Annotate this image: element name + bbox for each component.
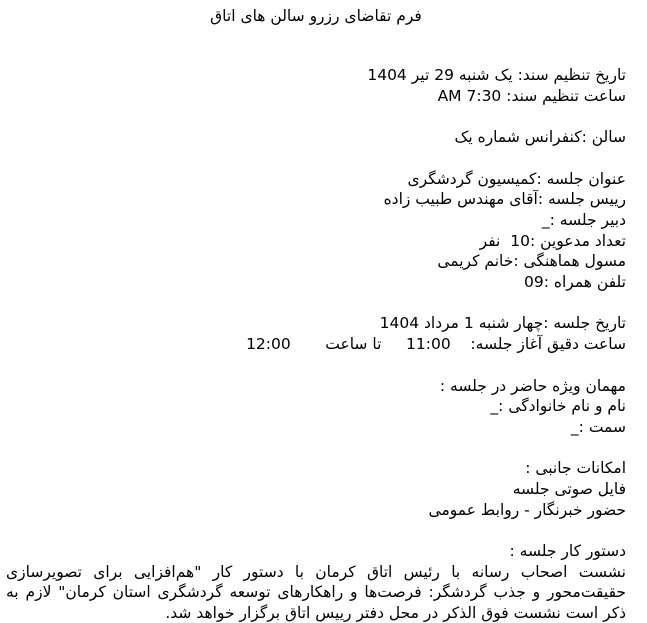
invitees-value: 10 — [510, 231, 530, 250]
meeting-end-time: 12:00 — [246, 334, 291, 353]
issue-time-value: AM 7:30 — [437, 86, 502, 105]
meeting-time-label: ساعت دقیق آغاز جلسه: — [470, 334, 626, 353]
invitees-unit: نفر — [479, 231, 501, 250]
agenda-heading: دستور کار جلسه : — [509, 542, 626, 561]
agenda-text: نشست اصحاب رسانه با رئیس اتاق کرمان با دستور کار "هم‌افزایی برای تصویرسازی حقیقت‌محور و جذب گردشگر: فرصت‌ها و راهکارهای توسعه گردشگری استان کرمان" لازم به ذکر است نشست فوق الذکر در محل دفتر رییس اتاق برگزار خواهد شد. — [6, 562, 626, 622]
guest-name-row — [6, 396, 626, 417]
meeting-time-to: تا ساعت — [325, 334, 382, 353]
meeting-time-row — [6, 334, 626, 355]
meeting-date-label: تاریخ جلسه : — [543, 314, 626, 333]
guest-role-label: سمت : — [578, 417, 626, 436]
hall-value: کنفرانس شماره یک — [454, 128, 582, 147]
invitees-label: تعداد مدعوین : — [529, 231, 626, 250]
guest-role-row — [6, 417, 626, 438]
meeting-title-value: کمیسیون گردشگری — [407, 169, 537, 188]
phone-row — [6, 272, 626, 293]
facility-item: حضور خبرنگار - روابط عمومی — [428, 500, 626, 519]
issue-date-row — [6, 65, 626, 86]
meeting-start-time: 11:00 — [406, 334, 451, 353]
facility-item: فایل صوتی جلسه — [512, 479, 626, 498]
coordinator-row — [6, 251, 626, 272]
page-title: فرم تقاضای رزرو سالن های اتاق — [210, 7, 422, 25]
facilities-heading: امکانات جانبی : — [525, 459, 626, 478]
secretary-row — [6, 210, 626, 231]
invitees-row — [6, 231, 626, 252]
meeting-date-value: چهار شنبه 1 مرداد 1404 — [379, 314, 544, 333]
secretary-value: _ — [541, 210, 550, 229]
guest-role-value: _ — [570, 417, 579, 436]
issue-date-label: تاریخ تنظیم سند: — [517, 66, 626, 84]
secretary-label: دبیر جلسه : — [549, 210, 626, 229]
coordinator-value: خانم کریمی — [437, 252, 514, 271]
coordinator-label: مسول هماهنگی : — [513, 252, 626, 271]
phone-label: تلفن همراه : — [543, 272, 626, 291]
issue-time-row — [6, 86, 626, 107]
meeting-title-label: عنوان جلسه : — [536, 169, 626, 188]
chair-row — [6, 189, 626, 210]
document — [6, 0, 626, 623]
chair-label: رییس جلسه : — [537, 190, 626, 209]
issue-time-label: ساعت تنظیم سند: — [506, 86, 626, 105]
issue-date-value: یک شنبه 29 تیر 1404 — [367, 66, 513, 84]
chair-value: آقای مهندس طبیب زاده — [383, 190, 538, 209]
guest-name-value: _ — [490, 397, 499, 416]
meeting-date-row — [6, 313, 626, 334]
guest-name-label: نام و نام خانوادگی : — [498, 397, 626, 416]
hall-row — [6, 127, 626, 148]
meeting-title-row — [6, 169, 626, 190]
phone-value: 09 — [523, 272, 544, 291]
hall-label: سالن : — [581, 128, 626, 147]
guests-heading: مهمان ویژه حاضر در جلسه : — [439, 376, 626, 395]
